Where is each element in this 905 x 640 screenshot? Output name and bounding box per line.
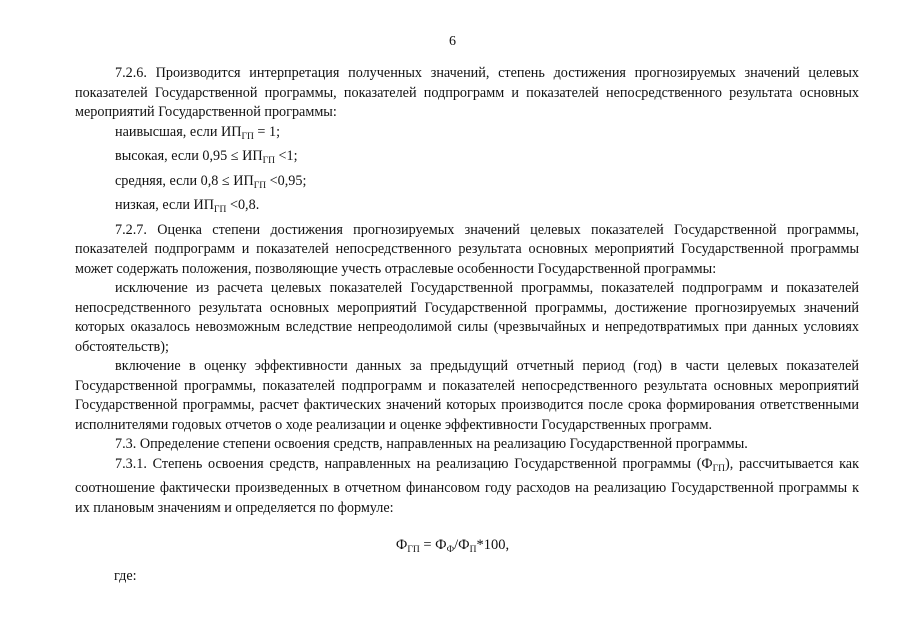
page-number: 6 [449, 34, 456, 49]
paragraph-exclusion: исключение из расчета целевых показателей Государственной программы, показателей подпрограмм и показателей непосредственного результата основных мероприятий Государственной программы, достижение прогнозируемых значений которых оказалось невозможным вследствие непреодолимой силы (чрезвычайных и непредотвратимых при данных условиях обстоятельств); [75, 280, 859, 355]
paragraph-7-3-1: 7.3.1. Степень освоения средств, направленных на реализацию Государственной программы $(Ф_{ГП})$, рассчитывается как соотношение фактически произведенных в отчетном финансовом году расходов на реализацию Государственной программы к их плановым значениям и определяется по формуле: [75, 455, 859, 516]
formula: $Ф_{ГП} = Ф_Ф/Ф_П*100$, [395, 537, 510, 555]
paragraph-7-2-6: 7.2.6. Производится интерпретация полученных значений, степень достижения прогнозируемых значений целевых показателей Государственной программы, показателей подпрограмм и показателей непосредственного результата основных мероприятий Государственной программы: [75, 65, 859, 120]
level-highest: наивысшая, если $ИП_{ГП} = 1$; [115, 123, 281, 142]
level-medium: средняя, если $0,8 \le ИП_{ГП} <0,95$; [115, 172, 307, 191]
where-label: где: [114, 568, 137, 584]
paragraph-7-2-7: 7.2.7. Оценка степени достижения прогнозируемых значений целевых показателей Государственной программы, показателей подпрограмм и показателей непосредственного результата основных мероприятий Государственной программы может содержать положения, позволяющие учесть отраслевые особенности Государственной программы: [75, 221, 859, 277]
level-low: низкая, если $ИП_{ГП} <0,8$. [115, 197, 260, 215]
level-high: высокая, если $0,95 \le ИП_{ГП} <1$; [115, 148, 298, 166]
paragraph-inclusion: включение в оценку эффективности данных за предыдущий отчетный период (год) в части целевых показателей Государственной программы, показателей подпрограмм и показателей непосредственного результата основных мероприятий Государственной программы, расчет фактических значений которых производится после срока формирования ответственными исполнителями годовых отчетов о ходе реализации и оценке эффективности Государственных программ. [75, 358, 859, 433]
paragraph-7-3: 7.3. Определение степени освоения средств, направленных на реализацию Государственной программы. [115, 436, 748, 452]
document-body [75, 64, 859, 518]
